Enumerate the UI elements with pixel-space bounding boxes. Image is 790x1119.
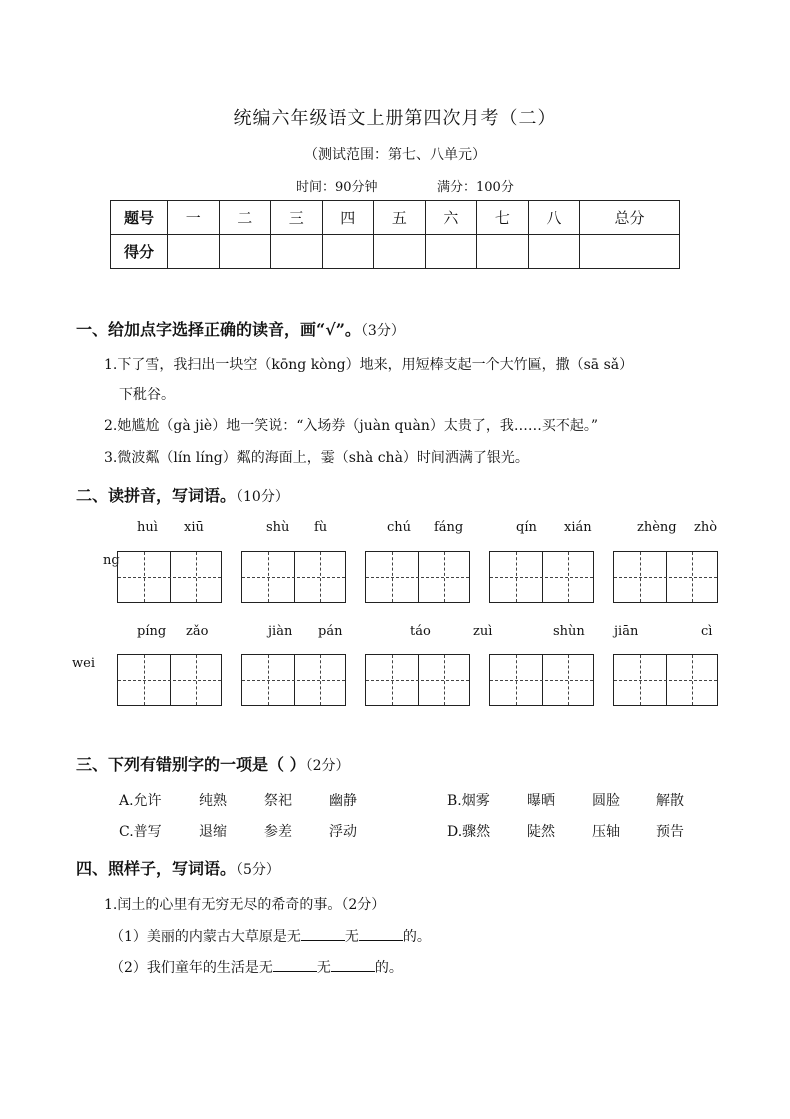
- answer-blank[interactable]: [359, 926, 403, 941]
- writing-grid[interactable]: [365, 551, 470, 603]
- section-3-heading: [76, 752, 350, 775]
- score-table-header-row: [111, 201, 680, 235]
- score-table: [110, 200, 680, 269]
- sub-item-text: 无: [316, 960, 331, 976]
- option-word: 陡然: [527, 824, 555, 840]
- writing-grid[interactable]: [241, 551, 346, 603]
- table-cell: 总分: [580, 201, 680, 235]
- score-table-score-row: [111, 235, 680, 269]
- section-4-item: 1.闰土的心里有无穷无尽的希奇的事。（2分）: [104, 897, 386, 913]
- sub-item-text: 的。: [402, 929, 431, 945]
- writing-grid[interactable]: [117, 654, 222, 706]
- option-word: 圆脸: [592, 793, 620, 809]
- exam-time: 时间：90分钟: [296, 180, 378, 195]
- option-word: C.普写: [119, 824, 162, 840]
- section-2-heading: [76, 483, 289, 506]
- option-word: 退缩: [199, 824, 227, 840]
- writing-grid[interactable]: [117, 551, 222, 603]
- exam-full-score: 满分：100分: [437, 180, 514, 195]
- pinyin-label: xiū: [184, 520, 204, 535]
- exam-title: 统编六年级语文上册第四次月考（二）: [233, 108, 557, 129]
- section-1-item: 2.她尴尬（gà jiè）地一笑说：“入场券（juàn quàn）太贵了，我……买不起。”: [104, 418, 599, 434]
- pinyin-label: jiān: [614, 624, 639, 639]
- pinyin-label: shùn: [553, 624, 585, 639]
- section-1-item: 3.微波粼（lín líng）粼的海面上，霎（shà chà）时间洒满了银光。: [104, 450, 529, 466]
- score-input-cell[interactable]: [271, 235, 323, 269]
- section-2-score: （10分）: [236, 489, 289, 505]
- score-input-cell[interactable]: [219, 235, 271, 269]
- pinyin-label: zuì: [473, 624, 493, 639]
- pinyin-label: jiàn: [268, 624, 293, 639]
- pinyin-label: pán: [318, 624, 343, 639]
- writing-grid[interactable]: [241, 654, 346, 706]
- sub-item-text: （2）我们童年的生活是无: [110, 960, 273, 976]
- section-1-item: 下秕谷。: [119, 387, 175, 403]
- option-word: 参差: [264, 824, 292, 840]
- option-word: A.允许: [119, 793, 162, 809]
- answer-blank[interactable]: [273, 957, 317, 972]
- pinyin-label: huì: [137, 520, 158, 535]
- section-2-title: 二、读拼音，写词语。: [76, 486, 237, 505]
- table-cell: 题号: [111, 201, 168, 235]
- table-cell: 七: [477, 201, 529, 235]
- section-4-title: 四、照样子，写词语。: [76, 859, 237, 878]
- section-1-item: 1.下了雪，我扫出一块空（kōng kòng）地来，用短棒支起一个大竹匾，撒（sā sǎ）: [104, 357, 634, 373]
- pinyin-label: píng: [137, 624, 167, 639]
- score-input-cell[interactable]: [374, 235, 426, 269]
- option-word: 浮动: [329, 824, 357, 840]
- pinyin-label: fù: [314, 520, 328, 535]
- score-input-cell[interactable]: [477, 235, 529, 269]
- table-cell: 六: [425, 201, 477, 235]
- section-4-sub-item: [110, 926, 431, 946]
- pinyin-label: chú: [387, 520, 412, 535]
- exam-subtitle: （测试范围：第七、八单元）: [304, 147, 486, 163]
- score-input-cell[interactable]: [580, 235, 680, 269]
- score-input-cell[interactable]: [168, 235, 220, 269]
- option-word: D.骤然: [447, 824, 491, 840]
- section-1-heading: [76, 317, 405, 340]
- option-word: 曝晒: [527, 793, 555, 809]
- section-1-score: （3分）: [360, 323, 405, 339]
- sub-item-text: 的。: [374, 960, 403, 976]
- writing-grid[interactable]: [613, 551, 718, 603]
- pinyin-label: fáng: [434, 520, 464, 535]
- score-input-cell[interactable]: [425, 235, 477, 269]
- pinyin-label: cì: [701, 624, 713, 639]
- table-cell: 二: [219, 201, 271, 235]
- section-4-score: （5分）: [236, 862, 280, 878]
- pinyin-label: xián: [564, 520, 592, 535]
- table-cell: 三: [271, 201, 323, 235]
- score-input-cell[interactable]: [322, 235, 374, 269]
- pinyin-label: qín: [516, 520, 537, 535]
- section-4-heading: [76, 856, 280, 879]
- section-4-sub-item: [110, 957, 403, 977]
- pinyin-label: táo: [410, 624, 431, 639]
- pinyin-overflow: ng: [103, 553, 120, 568]
- option-word: B.烟雾: [447, 793, 490, 809]
- table-cell: 五: [374, 201, 426, 235]
- pinyin-label: zǎo: [186, 624, 209, 639]
- table-cell: 八: [528, 201, 580, 235]
- sub-item-text: 无: [344, 929, 359, 945]
- option-word: 解散: [656, 793, 684, 809]
- pinyin-overflow: wei: [72, 656, 95, 671]
- option-word: 祭祀: [264, 793, 292, 809]
- option-word: 幽静: [329, 793, 357, 809]
- writing-grid[interactable]: [365, 654, 470, 706]
- table-cell: 一: [168, 201, 220, 235]
- pinyin-label: zhò: [694, 520, 718, 535]
- writing-grid[interactable]: [489, 551, 594, 603]
- option-word: 预告: [656, 824, 684, 840]
- pinyin-label: zhèng: [637, 520, 677, 535]
- table-cell: 四: [322, 201, 374, 235]
- table-cell: 得分: [111, 235, 168, 269]
- option-word: 压轴: [592, 824, 620, 840]
- writing-grid[interactable]: [489, 654, 594, 706]
- section-3-title: 三、下列有错别字的一项是（ ）: [76, 755, 306, 774]
- writing-grid[interactable]: [613, 654, 718, 706]
- answer-blank[interactable]: [301, 926, 345, 941]
- section-1-title: 一、给加点字选择正确的读音，画“√”。: [76, 320, 361, 339]
- option-word: 纯熟: [199, 793, 227, 809]
- section-3-score: （2分）: [305, 758, 350, 774]
- pinyin-label: shù: [266, 520, 290, 535]
- answer-blank[interactable]: [331, 957, 375, 972]
- score-input-cell[interactable]: [528, 235, 580, 269]
- sub-item-text: （1）美丽的内蒙古大草原是无: [110, 929, 301, 945]
